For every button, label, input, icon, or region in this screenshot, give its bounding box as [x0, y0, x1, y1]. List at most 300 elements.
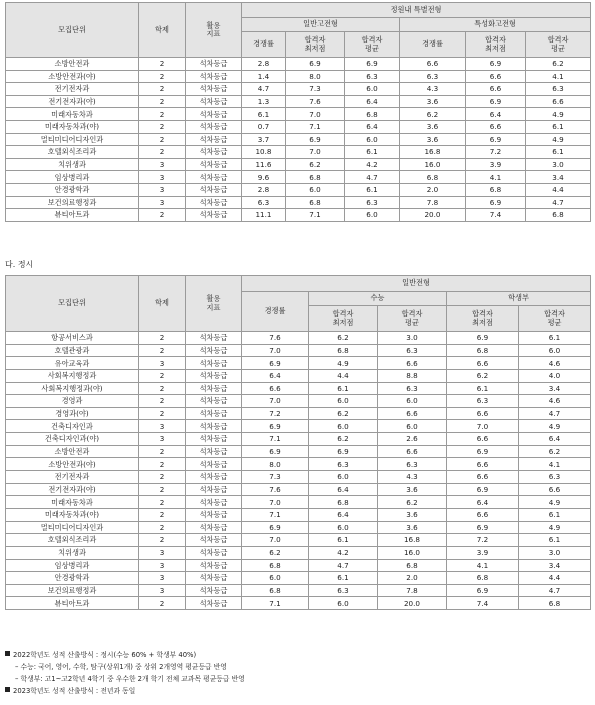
table-cell: 6.9: [466, 95, 526, 108]
table-cell: 7.6: [242, 332, 309, 345]
table-cell: 석차등급: [186, 597, 242, 610]
table-cell: 석차등급: [186, 559, 242, 572]
table-cell: 4.9: [519, 420, 591, 433]
table-cell: 3.6: [400, 120, 466, 133]
table-cell: 4.1: [447, 559, 519, 572]
table-cell: 2: [139, 508, 186, 521]
table-cell: 6.3: [378, 382, 447, 395]
table-cell: 석차등급: [186, 471, 242, 484]
table-cell: 7.1: [242, 433, 309, 446]
table-cell: 석차등급: [186, 183, 242, 196]
table-cell: 6.0: [309, 597, 378, 610]
table-cell: 석차등급: [186, 95, 242, 108]
table-cell: 석차등급: [186, 508, 242, 521]
table-cell: 6.3: [345, 70, 400, 83]
table-cell: 6.0: [378, 395, 447, 408]
table-cell: 2.0: [378, 572, 447, 585]
table-cell: 11.6: [242, 158, 286, 171]
header-suneung: 수능: [309, 292, 447, 306]
table-cell: 3.6: [378, 508, 447, 521]
table-cell: 6.9: [447, 521, 519, 534]
table-cell: 16.0: [378, 546, 447, 559]
table-row: [6, 496, 591, 509]
table-cell: 6.3: [378, 344, 447, 357]
table-cell: 6.9: [447, 483, 519, 496]
table-cell: 2: [139, 483, 186, 496]
table-cell: 6.9: [345, 58, 400, 71]
table-cell: 석차등급: [186, 407, 242, 420]
table-cell: 7.3: [286, 83, 345, 96]
table-cell: 4.7: [309, 559, 378, 572]
table-cell: 4.1: [526, 70, 591, 83]
table-cell: 4.4: [309, 369, 378, 382]
table-cell: 6.1: [519, 508, 591, 521]
dept-name-cell: 건축디자인과(야): [6, 433, 139, 446]
header-min: 합격자 최저점: [309, 306, 378, 332]
table-cell: 6.0: [309, 420, 378, 433]
table-cell: 6.8: [309, 344, 378, 357]
header-indicator: 활용 지표: [186, 276, 242, 332]
table-cell: 2: [139, 108, 186, 121]
table-cell: 11.1: [242, 209, 286, 222]
table-cell: 6.1: [345, 146, 400, 159]
dept-name-cell: 미래자동차과(야): [6, 508, 139, 521]
table-row: [6, 584, 591, 597]
table-cell: 6.2: [309, 407, 378, 420]
table-row: [6, 407, 591, 420]
table-cell: 3: [139, 572, 186, 585]
dept-name-cell: 소방안전과: [6, 445, 139, 458]
table-cell: 2: [139, 58, 186, 71]
table-cell: 6.2: [526, 58, 591, 71]
table-cell: 0.7: [242, 120, 286, 133]
table-cell: 6.6: [447, 508, 519, 521]
table-cell: 3: [139, 420, 186, 433]
table-cell: 6.4: [447, 496, 519, 509]
table-cell: 7.0: [242, 395, 309, 408]
notes: [5, 649, 245, 697]
table-cell: 7.0: [286, 146, 345, 159]
table-cell: 4.7: [345, 171, 400, 184]
table-cell: 3: [139, 559, 186, 572]
table-cell: 1.3: [242, 95, 286, 108]
dept-name-cell: 멀티미디어디자인과: [6, 133, 139, 146]
header-rate: 경쟁률: [400, 32, 466, 58]
table-cell: 석차등급: [186, 369, 242, 382]
table-cell: 3.9: [447, 546, 519, 559]
table-cell: 6.3: [519, 471, 591, 484]
header-general-track: 일반고전형: [242, 18, 400, 32]
table-cell: 4.7: [526, 196, 591, 209]
table-cell: 7.2: [242, 407, 309, 420]
table-cell: 6.0: [345, 83, 400, 96]
dept-name-cell: 안경광학과: [6, 183, 139, 196]
table-row: [6, 209, 591, 222]
table-cell: 6.2: [447, 369, 519, 382]
table-row: [6, 95, 591, 108]
header-dept: 모집단위: [6, 3, 139, 58]
header-avg: 합격자 평균: [526, 32, 591, 58]
table-cell: 6.4: [309, 508, 378, 521]
table-cell: 석차등급: [186, 108, 242, 121]
table-cell: 6.9: [242, 357, 309, 370]
table-cell: 6.6: [400, 58, 466, 71]
dept-name-cell: 호텔외식조리과: [6, 534, 139, 547]
table-cell: 2: [139, 95, 186, 108]
table-cell: 3: [139, 171, 186, 184]
table-row: [6, 70, 591, 83]
table-row: [6, 357, 591, 370]
table-cell: 6.1: [242, 108, 286, 121]
dept-name-cell: 뷰티아트과: [6, 209, 139, 222]
table-cell: 4.4: [526, 183, 591, 196]
table-cell: 4.9: [526, 108, 591, 121]
section-label: 다. 정시: [5, 260, 34, 269]
table-cell: 석차등급: [186, 546, 242, 559]
table-row: [6, 120, 591, 133]
table-row: [6, 597, 591, 610]
table-cell: 석차등급: [186, 83, 242, 96]
table-cell: 4.4: [519, 572, 591, 585]
table-cell: 6.2: [309, 332, 378, 345]
header-rate: 경쟁률: [242, 292, 309, 332]
dept-name-cell: 미래자동차과: [6, 496, 139, 509]
table-cell: 3.0: [378, 332, 447, 345]
dept-name-cell: 호텔외식조리과: [6, 146, 139, 159]
table-cell: 6.1: [526, 120, 591, 133]
table-row: [6, 546, 591, 559]
table-cell: 6.1: [309, 572, 378, 585]
table-cell: 7.0: [242, 344, 309, 357]
table-cell: 2: [139, 120, 186, 133]
table-cell: 2: [139, 521, 186, 534]
table-cell: 6.6: [447, 471, 519, 484]
table-cell: 3.6: [378, 521, 447, 534]
table-cell: 6.6: [378, 357, 447, 370]
table-cell: 2: [139, 382, 186, 395]
table-cell: 6.0: [309, 521, 378, 534]
table-cell: 4.6: [519, 357, 591, 370]
table-row: [6, 183, 591, 196]
table-cell: 6.9: [447, 445, 519, 458]
table-cell: 6.8: [242, 559, 309, 572]
header-indicator: 활용 지표: [186, 3, 242, 58]
header-avg: 합격자 평균: [378, 306, 447, 332]
header-min: 합격자 최저점: [286, 32, 345, 58]
table-cell: 2: [139, 344, 186, 357]
table-cell: 6.1: [345, 183, 400, 196]
table-cell: 4.2: [309, 546, 378, 559]
table-cell: 석차등급: [186, 133, 242, 146]
table-cell: 6.3: [400, 70, 466, 83]
table-cell: 6.8: [286, 196, 345, 209]
table-cell: 석차등급: [186, 445, 242, 458]
table-cell: 4.1: [466, 171, 526, 184]
table-cell: 2.8: [242, 183, 286, 196]
table-cell: 6.2: [309, 433, 378, 446]
table-cell: 4.3: [378, 471, 447, 484]
table-row: [6, 332, 591, 345]
table-cell: 4.2: [345, 158, 400, 171]
square-bullet-icon: [5, 651, 10, 656]
table-cell: 6.3: [309, 584, 378, 597]
dept-name-cell: 경영과: [6, 395, 139, 408]
dept-name-cell: 건축디자인과: [6, 420, 139, 433]
table-cell: 2: [139, 369, 186, 382]
table-row: [6, 508, 591, 521]
header-system: 학제: [139, 3, 186, 58]
table-row: [6, 572, 591, 585]
table-cell: 6.4: [242, 369, 309, 382]
table-cell: 6.9: [447, 332, 519, 345]
table-cell: 2.8: [242, 58, 286, 71]
table-cell: 6.9: [466, 58, 526, 71]
table-cell: 6.4: [345, 120, 400, 133]
table-cell: 8.0: [286, 70, 345, 83]
table-cell: 6.0: [345, 209, 400, 222]
table-cell: 6.3: [526, 83, 591, 96]
table-row: [6, 433, 591, 446]
table-cell: 6.9: [242, 521, 309, 534]
table-cell: 6.6: [466, 83, 526, 96]
header-avg: 합격자 평균: [345, 32, 400, 58]
table-cell: 2: [139, 407, 186, 420]
table-row: [6, 146, 591, 159]
table-cell: 3: [139, 584, 186, 597]
table-cell: 6.8: [345, 108, 400, 121]
table-row: [6, 133, 591, 146]
table-cell: 7.8: [378, 584, 447, 597]
table-cell: 8.8: [378, 369, 447, 382]
table-row: [6, 369, 591, 382]
table-cell: 3.9: [466, 158, 526, 171]
square-bullet-icon: [5, 687, 10, 692]
table-cell: 2: [139, 458, 186, 471]
regular-admission-rows: [6, 332, 591, 610]
table-cell: 6.1: [526, 146, 591, 159]
header-vocational-track: 특성화고전형: [400, 18, 591, 32]
table-cell: 6.3: [378, 458, 447, 471]
dept-name-cell: 보건의료행정과: [6, 584, 139, 597]
dept-name-cell: 호텔관광과: [6, 344, 139, 357]
note-line: – 학생부: 고1~고2학년 4학기 중 우수한 2개 학기 전체 교과목 평균등급 반영: [15, 675, 245, 683]
table-row: [6, 534, 591, 547]
dept-name-cell: 뷰티아트과: [6, 597, 139, 610]
dept-name-cell: 항공서비스과: [6, 332, 139, 345]
table-row: [6, 458, 591, 471]
table-cell: 7.3: [242, 471, 309, 484]
table-cell: 6.2: [378, 496, 447, 509]
table-cell: 6.8: [286, 171, 345, 184]
table-cell: 2: [139, 597, 186, 610]
table-cell: 2: [139, 209, 186, 222]
note-line: 2022학년도 성적 산출방식 : 정시(수능 60% + 학생부 40%): [5, 649, 245, 661]
header-regular-group: 일반전형: [242, 276, 591, 292]
table-cell: 3: [139, 183, 186, 196]
table-cell: 6.4: [309, 483, 378, 496]
table-cell: 6.6: [378, 407, 447, 420]
table-cell: 6.0: [378, 420, 447, 433]
dept-name-cell: 미래자동차과(야): [6, 120, 139, 133]
dept-name-cell: 사회복지행정과(야): [6, 382, 139, 395]
table-cell: 20.0: [378, 597, 447, 610]
table-cell: 6.9: [286, 58, 345, 71]
header-min: 합격자 최저점: [447, 306, 519, 332]
table-cell: 석차등급: [186, 196, 242, 209]
table-cell: 2: [139, 133, 186, 146]
table-cell: 석차등급: [186, 171, 242, 184]
table-row: [6, 521, 591, 534]
table-cell: 6.3: [345, 196, 400, 209]
table-cell: 6.8: [447, 572, 519, 585]
table-cell: 7.4: [447, 597, 519, 610]
table-cell: 3.4: [519, 382, 591, 395]
table-cell: 6.8: [447, 344, 519, 357]
table-cell: 3: [139, 196, 186, 209]
table-cell: 3.4: [526, 171, 591, 184]
table-row: [6, 420, 591, 433]
table-row: [6, 344, 591, 357]
table-cell: 6.0: [519, 344, 591, 357]
table-cell: 2: [139, 332, 186, 345]
table-row: [6, 171, 591, 184]
table-row: [6, 58, 591, 71]
table-cell: 석차등급: [186, 584, 242, 597]
table-cell: 6.9: [286, 133, 345, 146]
table-row: [6, 382, 591, 395]
table-cell: 4.9: [519, 496, 591, 509]
table-row: [6, 83, 591, 96]
table-cell: 6.0: [309, 471, 378, 484]
table-cell: 6.8: [400, 171, 466, 184]
table-cell: 석차등급: [186, 209, 242, 222]
dept-name-cell: 소방안전과(야): [6, 458, 139, 471]
table-cell: 7.4: [466, 209, 526, 222]
table-cell: 6.8: [519, 597, 591, 610]
table-cell: 9.6: [242, 171, 286, 184]
table-cell: 4.9: [526, 133, 591, 146]
table-cell: 16.8: [400, 146, 466, 159]
table-cell: 6.1: [519, 332, 591, 345]
header-avg: 합격자 평균: [519, 306, 591, 332]
table-cell: 2: [139, 496, 186, 509]
table-cell: 4.0: [519, 369, 591, 382]
table-cell: 6.2: [400, 108, 466, 121]
header-special-group: 정원내 특별전형: [242, 3, 591, 18]
table-cell: 6.0: [242, 572, 309, 585]
table-cell: 석차등급: [186, 382, 242, 395]
special-admission-table: [5, 2, 591, 222]
table-cell: 6.9: [466, 196, 526, 209]
table-cell: 6.3: [309, 458, 378, 471]
table-cell: 20.0: [400, 209, 466, 222]
table-cell: 3.6: [378, 483, 447, 496]
table-cell: 석차등급: [186, 521, 242, 534]
table-row: [6, 196, 591, 209]
table-cell: 3: [139, 433, 186, 446]
table-cell: 7.6: [242, 483, 309, 496]
table-cell: 4.1: [519, 458, 591, 471]
table-cell: 2.6: [378, 433, 447, 446]
table-cell: 6.6: [242, 382, 309, 395]
table-cell: 1.4: [242, 70, 286, 83]
table-cell: 6.4: [466, 108, 526, 121]
table-row: [6, 471, 591, 484]
table-cell: 3: [139, 158, 186, 171]
dept-name-cell: 전기전자과: [6, 471, 139, 484]
table-cell: 6.4: [345, 95, 400, 108]
table-cell: 6.6: [526, 95, 591, 108]
dept-name-cell: 전기전자과(야): [6, 483, 139, 496]
table-cell: 4.7: [242, 83, 286, 96]
table-cell: 7.2: [466, 146, 526, 159]
dept-name-cell: 미래자동차과: [6, 108, 139, 121]
table-cell: 6.9: [242, 420, 309, 433]
table-cell: 3: [139, 546, 186, 559]
table-cell: 6.8: [378, 559, 447, 572]
table-cell: 6.6: [378, 445, 447, 458]
table-cell: 7.1: [242, 508, 309, 521]
table-cell: 7.0: [447, 420, 519, 433]
dept-name-cell: 임상병리과: [6, 559, 139, 572]
note-line: 2023학년도 성적 산출방식 : 전년과 동일: [5, 685, 245, 697]
dept-name-cell: 유아교육과: [6, 357, 139, 370]
table-cell: 3.7: [242, 133, 286, 146]
table-cell: 석차등급: [186, 357, 242, 370]
table-cell: 7.6: [286, 95, 345, 108]
table-cell: 석차등급: [186, 344, 242, 357]
dept-name-cell: 보건의료행정과: [6, 196, 139, 209]
table-cell: 4.7: [519, 407, 591, 420]
table-cell: 6.2: [519, 445, 591, 458]
table-cell: 석차등급: [186, 395, 242, 408]
table-cell: 6.1: [309, 382, 378, 395]
table-cell: 6.6: [519, 483, 591, 496]
table-cell: 8.0: [242, 458, 309, 471]
table-cell: 석차등급: [186, 496, 242, 509]
regular-admission-table: [5, 275, 591, 610]
table-row: [6, 483, 591, 496]
dept-name-cell: 전기전자과: [6, 83, 139, 96]
table-cell: 2: [139, 471, 186, 484]
table-cell: 6.2: [242, 546, 309, 559]
table-cell: 석차등급: [186, 58, 242, 71]
table-cell: 7.0: [242, 496, 309, 509]
dept-name-cell: 멀티미디어디자인과: [6, 521, 139, 534]
dept-name-cell: 임상병리과: [6, 171, 139, 184]
table-cell: 3.6: [400, 133, 466, 146]
table-cell: 6.9: [466, 133, 526, 146]
table-row: [6, 395, 591, 408]
table-cell: 2: [139, 534, 186, 547]
table-cell: 4.9: [309, 357, 378, 370]
table-cell: 7.0: [242, 534, 309, 547]
dept-name-cell: 소방안전과: [6, 58, 139, 71]
dept-name-cell: 전기전자과(야): [6, 95, 139, 108]
table-row: [6, 559, 591, 572]
dept-name-cell: 치위생과: [6, 546, 139, 559]
table-cell: 7.1: [286, 120, 345, 133]
table-cell: 6.3: [242, 196, 286, 209]
table-cell: 6.6: [466, 120, 526, 133]
table-cell: 3.0: [519, 546, 591, 559]
dept-name-cell: 안경광학과: [6, 572, 139, 585]
table-cell: 6.0: [309, 395, 378, 408]
table-cell: 6.4: [519, 433, 591, 446]
table-row: [6, 445, 591, 458]
table-cell: 2: [139, 395, 186, 408]
table-cell: 4.9: [519, 521, 591, 534]
